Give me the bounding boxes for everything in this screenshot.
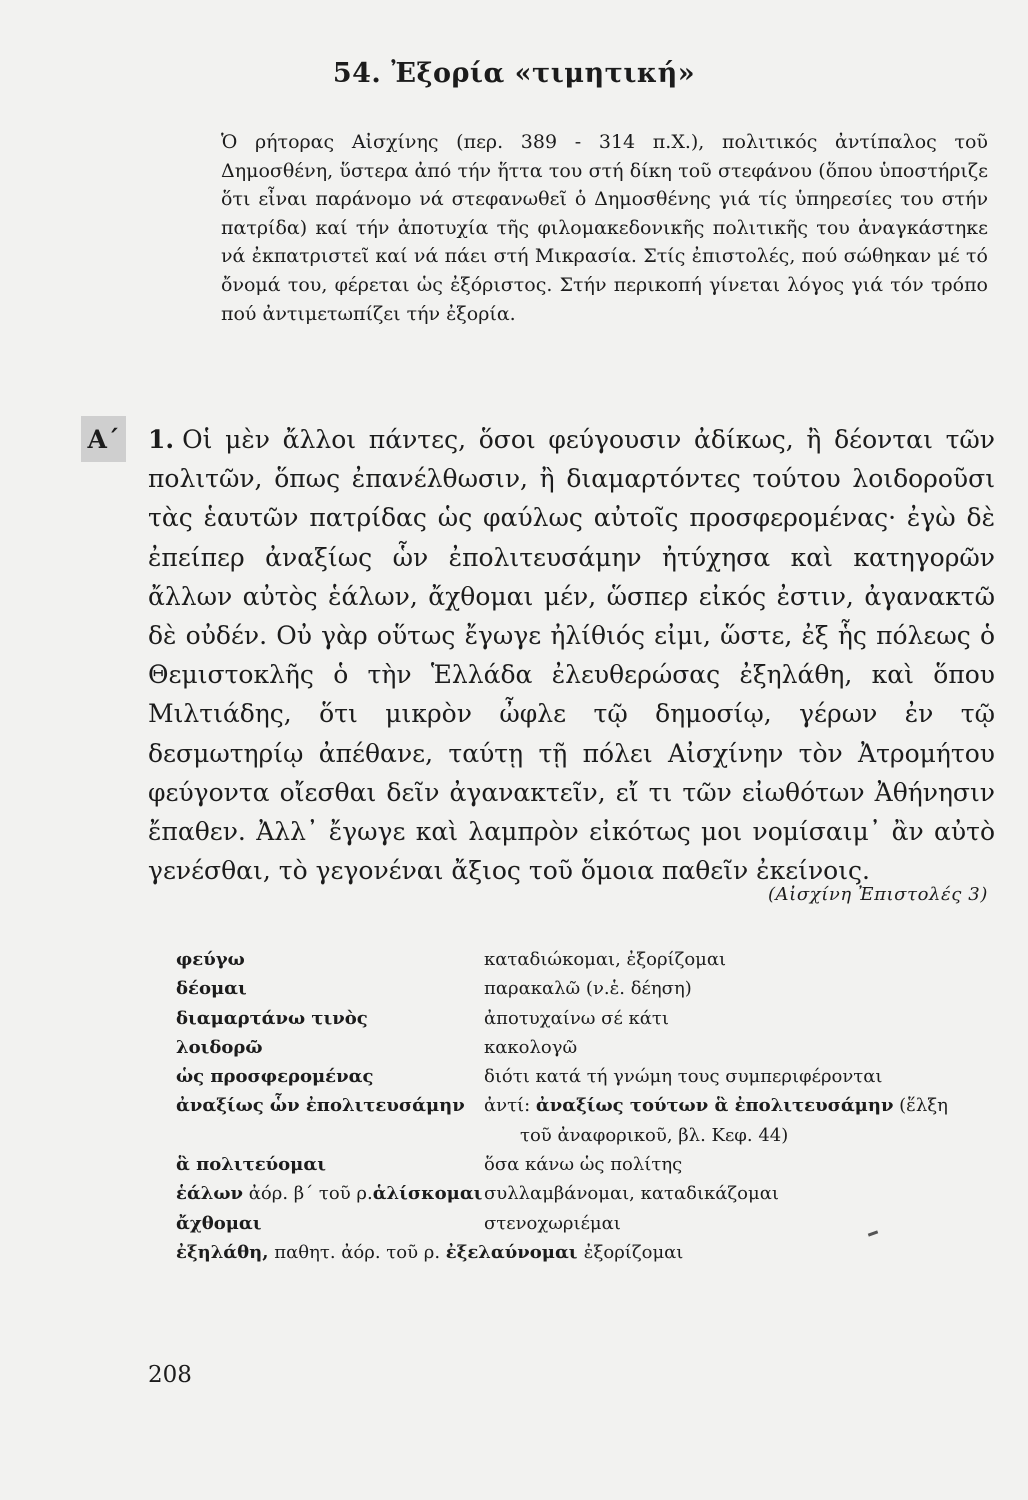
glossary-verb: ἐξελαύνομαι [445,1241,578,1263]
glossary-row [176,1091,992,1150]
glossary-term: δέομαι [176,978,247,1000]
passage-text: Οἱ μὲν ἄλλοι πάντες, ὅσοι φεύγουσιν ἀδίκως, ἢ δέονται τῶν πολιτῶν, ὅπως ἐπανέλθωσιν, ἢ διαμαρτόντες τούτου λοιδοροῦσι τὰς ἑαυτῶν πατρίδας ὡς φαύλως αὐτοῖς προσφερομένας· ἐγὼ δὲ ἐπείπερ ἀναξίως ὧν ἐπολιτευσάμην ἠτύχησα καὶ κατηγορῶν ἄλλων αὐτὸς ἑάλων, ἄχθομαι μέν, ὥσπερ εἰκός ἐστιν, ἀγανακτῶ δὲ οὐδέν. Οὐ γὰρ οὕτως ἔγωγε ἠλίθιός εἰμι, ὥστε, ἐξ ἧς πόλεως ὁ Θεμιστοκλῆς ὁ τὴν Ἑλλάδα ἐλευθερώσας ἐξηλάθη, καὶ ὅπου Μιλτιάδης, ὅτι μικρὸν ὦφλε τῷ δημοσίῳ, γέρων ἐν τῷ δεσμωτηρίῳ ἀπέθανε, ταύτῃ τῇ πόλει Αἰσχίνην τὸν Ἀτρομήτου φεύγοντα οἴεσθαι δεῖν ἀγανακτεῖν, εἴ τι τῶν εἰωθότων Ἀθήνησιν ἔπαθεν. Ἀλλ᾽ ἔγωγε καὶ λαμπρὸν εἰκότως μοι νομίσαιμ᾽ ἂν αὐτὸ γενέσθαι, τὸ γεγονέναι ἄξιος τοῦ ὅμοια παθεῖν ἐκείνοις. [148,425,995,886]
glossary-row [176,945,992,974]
glossary-term-group [176,1179,482,1208]
glossary-term: διαμαρτάνω τινὸς [176,1007,368,1029]
glossary-term: φεύγω [176,949,245,970]
passage-paragraph [148,420,995,890]
glossary-term: ἄχθομαι [176,1212,262,1234]
glossary-definition: ἐξορίζομαι [583,1241,684,1263]
glossary-definition-continued: τοῦ ἀναφορικοῦ, βλ. Κεφ. 44) [520,1124,789,1146]
greek-passage [148,420,995,890]
intro-paragraph [221,128,988,328]
chapter-title: 54. Ἐξορία «τιμητική» [332,58,696,89]
glossary-row [176,1179,992,1208]
glossary-term: ὡς προσφερομένας [176,1066,374,1088]
glossary-definition: παρακαλῶ (ν.ἑ. δέηση) [484,978,692,1000]
definition-suffix: (ἕλξη [893,1095,948,1117]
definition-prefix: ἀντί: [484,1095,536,1117]
glossary-row [176,1150,992,1179]
glossary-definition: διότι κατά τή γνώμη τους συμπεριφέρονται [484,1066,883,1088]
grammar-note: παθητ. ἀόρ. τοῦ ρ. [268,1241,446,1263]
glossary-definition [484,1091,948,1120]
intro-text: Ὁ ρήτορας Αἰσχίνης (περ. 389 - 314 π.Χ.), πολιτικός ἀντίπαλος τοῦ Δημοσθένη, ὕστερα ἀπό τήν ἥττα του στή δίκη τοῦ στεφάνου (ὅπου ὑποστήριζε ὅτι εἶναι παράνομο νά στεφανωθεῖ ὁ Δημοσθένης γιά τίς ὑπηρεσίες του στήν πατρίδα) καί τήν ἀποτυχία τῆς φιλομακεδονικῆς πολιτικῆς του ἀναγκάστηκε νά ἐκπατριστεῖ καί νά πάει στή Μικρασία. Στίς ἐπιστολές, πού σώθηκαν μέ τό ὄνομά του, φέρεται ὡς ἐξόριστος. Στήν περικοπή γίνεται λόγος γιά τόν τρόπο πού ἀντιμετωπίζει τήν ἐξορία. [221,131,988,325]
grammar-note: ἀόρ. β΄ τοῦ ρ. [243,1183,373,1205]
glossary-definition: συλλαμβάνομαι, καταδικάζομαι [484,1183,779,1205]
paragraph-number: 1. [148,425,175,454]
glossary-term-group [176,1238,683,1267]
definition-bold: ἀναξίως τούτων ἃ ἐπολιτευσάμην [535,1095,894,1117]
section-marker: Α΄ [81,416,126,462]
glossary-row [176,1062,992,1091]
glossary-row [176,1033,992,1062]
glossary-row [176,974,992,1003]
glossary-definition: καταδιώκομαι, ἐξορίζομαι [484,949,727,970]
glossary-row [176,1004,992,1033]
source-citation: (Αἰσχίνη Ἐπιστολές 3) [767,884,988,905]
glossary-term: λοιδορῶ [176,1036,263,1058]
glossary-definition: στενοχωριέμαι [484,1212,621,1234]
glossary-term: ἐξηλάθη, [176,1241,269,1263]
glossary-row [176,1238,992,1267]
glossary-definition: ἀποτυχαίνω σέ κάτι [484,1007,669,1029]
glossary-term: ἑάλων [176,1183,244,1205]
glossary-term: ἀναξίως ὧν ἐπολιτευσάμην [176,1095,465,1117]
glossary-verb: ἁλίσκομαι [372,1183,483,1205]
glossary-term: ἃ πολιτεύομαι [176,1154,326,1176]
glossary-definition: ὅσα κάνω ὡς πολίτης [484,1154,683,1176]
glossary [176,945,992,1267]
page-number: 208 [148,1362,192,1388]
glossary-definition: κακολογῶ [484,1036,578,1058]
